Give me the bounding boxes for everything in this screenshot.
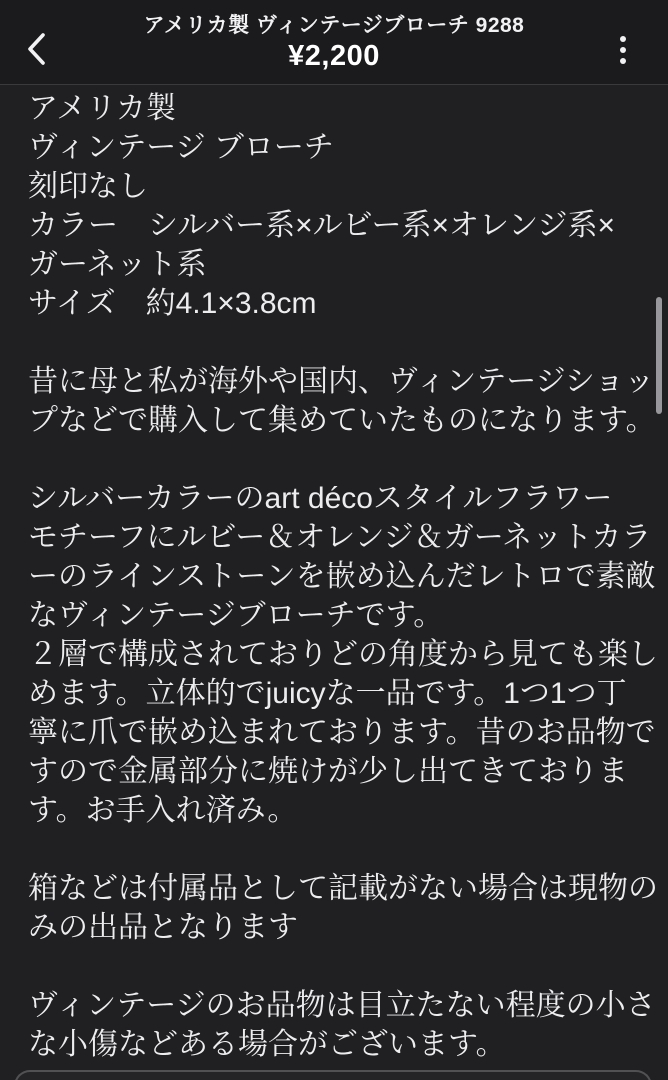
more-options-button[interactable] <box>601 26 645 74</box>
description-line: す。お手入れ済み。 <box>28 794 298 827</box>
description-line: 刻印なし <box>28 170 148 203</box>
description-line: めます。立体的でjuicyな一品です。1つ1つ丁 <box>28 677 627 710</box>
kebab-menu-icon <box>620 36 626 64</box>
chevron-left-icon <box>25 32 47 69</box>
description-line: ーのラインストーンを嵌め込んだレトロで素敵 <box>28 560 656 593</box>
item-description <box>0 86 668 1064</box>
description-line: カラー シルバー系×ルビー系×オレンジ系× <box>28 209 616 242</box>
description-blank-line <box>28 830 662 869</box>
description-line: サイズ 約4.1×3.8cm <box>28 287 317 320</box>
description-line: 寧に爪で嵌め込まれております。昔のお品物で <box>28 716 656 749</box>
description-line: モチーフにルビー＆オレンジ＆ガーネットカラ <box>28 521 652 554</box>
description-line: ヴィンテージ ブローチ <box>28 131 334 164</box>
item-price: ¥2,200 <box>288 39 380 72</box>
description-line: なヴィンテージブローチです。 <box>28 599 444 632</box>
description-line: な小傷などある場合がございます。 <box>28 1028 506 1061</box>
description-line: プなどで購入して集めていたものになります。 <box>28 404 656 437</box>
header-bar <box>0 0 668 85</box>
back-button[interactable] <box>14 26 58 74</box>
description-blank-line <box>28 947 662 986</box>
page-title: アメリカ製 ヴィンテージブローチ 9288 <box>143 13 525 37</box>
description-line: みの出品となります <box>28 911 298 944</box>
scrollbar-thumb[interactable] <box>656 297 662 414</box>
description-line: ２層で構成されておりどの角度から見ても楽し <box>28 638 658 671</box>
description-line: ガーネット系 <box>28 248 207 281</box>
description-line: すので金属部分に焼けが少し出てきておりま <box>28 755 628 788</box>
description-blank-line <box>28 440 662 479</box>
description-blank-line <box>28 323 662 362</box>
description-line: 昔に母と私が海外や国内、ヴィンテージショッ <box>28 365 655 398</box>
description-line: 箱などは付属品として記載がない場合は現物の <box>28 872 658 905</box>
description-line: ヴィンテージのお品物は目立たない程度の小さ <box>28 989 656 1022</box>
header-title-block <box>80 0 588 84</box>
bottom-card-edge[interactable] <box>14 1070 652 1080</box>
description-line: アメリカ製 <box>28 92 176 125</box>
description-line: シルバーカラーのart décoスタイルフラワー <box>28 482 613 515</box>
